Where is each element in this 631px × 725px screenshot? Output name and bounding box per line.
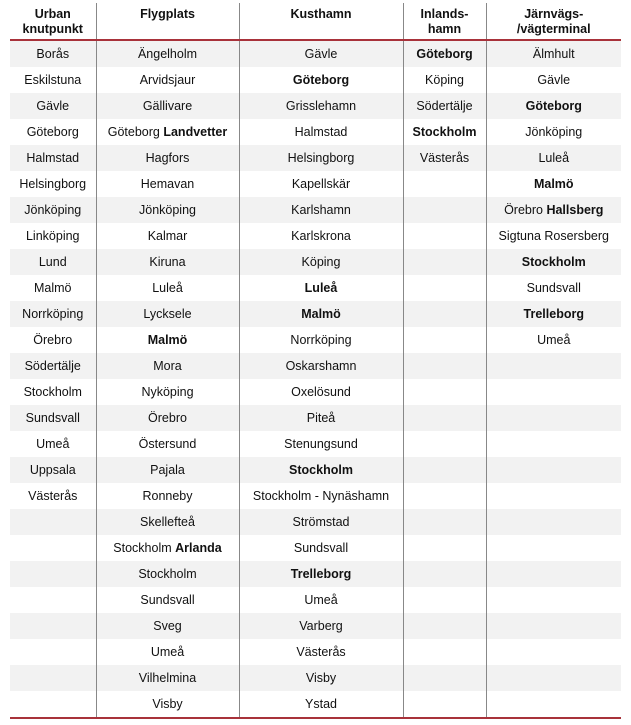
- cell-text: Karlshamn: [291, 203, 351, 217]
- table-cell: [486, 145, 621, 171]
- table-cell: [10, 353, 96, 379]
- table-row: [10, 275, 621, 301]
- table-cell: [403, 379, 486, 405]
- cell-text: Västerås: [419, 151, 470, 165]
- cell-text: Sveg: [153, 619, 182, 633]
- cell-text: Uppsala: [29, 463, 76, 477]
- table-row: [10, 561, 621, 587]
- cell-text: Varberg: [299, 619, 343, 633]
- cell-text: Västerås: [296, 645, 346, 659]
- table-cell: [403, 171, 486, 197]
- cell-text: Östersund: [138, 437, 197, 451]
- table-cell: [486, 353, 621, 379]
- cell-text: Jönköping: [525, 125, 583, 139]
- node-table: [10, 3, 621, 719]
- table-cell: [96, 301, 239, 327]
- table-cell: [403, 249, 486, 275]
- cell-text: Sigtuna Rosersberg: [498, 229, 609, 243]
- cell-text: Stockholm: [138, 567, 197, 581]
- table-cell: [486, 249, 621, 275]
- cell-text: Luleå: [538, 151, 570, 165]
- table-cell: [403, 145, 486, 171]
- table-cell: [239, 93, 403, 119]
- cell-text: Umeå: [537, 333, 571, 347]
- table-cell: [10, 509, 96, 535]
- cell-text: Kalmar: [147, 229, 188, 243]
- table-cell: [10, 665, 96, 691]
- table-cell: [486, 275, 621, 301]
- column-header: Kusthamn: [239, 3, 403, 40]
- table-cell: [403, 275, 486, 301]
- table-cell: [96, 509, 239, 535]
- table-row: [10, 405, 621, 431]
- cell-text: Norrköping: [290, 333, 352, 347]
- table-cell: [96, 431, 239, 457]
- cell-text: Visby: [305, 671, 337, 685]
- cell-bold-text: Stockholm: [521, 255, 586, 269]
- cell-text: Västerås: [28, 489, 78, 503]
- column-header: Järnvägs- /vägterminal: [516, 7, 591, 36]
- table-cell: [403, 561, 486, 587]
- cell-text: Norrköping: [22, 307, 84, 321]
- cell-text: Grisslehamn: [285, 99, 357, 113]
- table-cell: [10, 639, 96, 665]
- table-cell: [96, 561, 239, 587]
- table-cell: [96, 67, 239, 93]
- cell-bold-text: Trelleborg: [290, 567, 352, 581]
- table-cell: [239, 40, 403, 67]
- table-cell: [486, 483, 621, 509]
- table-cell: [239, 613, 403, 639]
- cell-text: Kiruna: [149, 255, 186, 269]
- table-cell: [96, 119, 239, 145]
- cell-text: Södertälje: [416, 99, 473, 113]
- table-cell: [486, 431, 621, 457]
- table-row: [10, 197, 621, 223]
- table-cell: [486, 119, 621, 145]
- table-cell: [96, 275, 239, 301]
- cell-text: Stockholm - Nynäshamn: [252, 489, 390, 503]
- cell-text: Hagfors: [145, 151, 190, 165]
- table-cell: [96, 353, 239, 379]
- table-cell: [403, 535, 486, 561]
- table-cell: [10, 67, 96, 93]
- table-row: [10, 119, 621, 145]
- cell-bold-text: Hallsberg: [546, 203, 604, 217]
- cell-text: Piteå: [306, 411, 336, 425]
- table-cell: [10, 587, 96, 613]
- cell-bold-text: Malmö: [147, 333, 188, 347]
- table-cell: [239, 535, 403, 561]
- table-row: [10, 249, 621, 275]
- table-cell: [403, 301, 486, 327]
- cell-text: Gävle: [36, 99, 70, 113]
- table-row: [10, 665, 621, 691]
- table-cell: [96, 639, 239, 665]
- table-cell: [10, 223, 96, 249]
- table-cell: [239, 171, 403, 197]
- table-cell: [96, 691, 239, 718]
- table-cell: [486, 197, 621, 223]
- cell-text: Lund: [38, 255, 67, 269]
- table-cell: [96, 249, 239, 275]
- table-cell: [486, 405, 621, 431]
- table-cell: [403, 613, 486, 639]
- cell-text: Karlskrona: [291, 229, 351, 243]
- cell-text: Hemavan: [140, 177, 195, 191]
- table-cell: [239, 67, 403, 93]
- table-cell: [10, 197, 96, 223]
- table-cell: [486, 223, 621, 249]
- cell-text: Göteborg: [107, 125, 160, 139]
- table-row: [10, 639, 621, 665]
- cell-text: Pajala: [150, 463, 185, 477]
- table-cell: [96, 483, 239, 509]
- table-cell: [96, 171, 239, 197]
- cell-bold-text: Göteborg: [416, 47, 473, 61]
- cell-text: Strömstad: [292, 515, 350, 529]
- cell-text: Helsingborg: [19, 177, 87, 191]
- table-row: [10, 613, 621, 639]
- table-cell: [10, 405, 96, 431]
- column-header: Inlands- hamn: [403, 3, 486, 40]
- table-cell: [10, 249, 96, 275]
- cell-text: Skellefteå: [140, 515, 195, 529]
- table-cell: [403, 405, 486, 431]
- cell-text: Älmhult: [532, 47, 575, 61]
- cell-bold-text: Landvetter: [163, 125, 228, 139]
- table-cell: [10, 561, 96, 587]
- cell-text: Gällivare: [142, 99, 193, 113]
- table-cell: [403, 327, 486, 353]
- cell-text: Stenungsund: [284, 437, 358, 451]
- table-cell: [96, 223, 239, 249]
- table-cell: [403, 665, 486, 691]
- cell-text: Vilhelmina: [138, 671, 197, 685]
- cell-bold-text: Göteborg: [525, 99, 582, 113]
- cell-text: Jönköping: [24, 203, 82, 217]
- table-cell: [96, 327, 239, 353]
- cell-text: Sundsvall: [293, 541, 349, 555]
- cell-text: Sundsvall: [25, 411, 80, 425]
- table-cell: [96, 197, 239, 223]
- table-cell: [239, 353, 403, 379]
- table-row: [10, 379, 621, 405]
- table-cell: [486, 93, 621, 119]
- table-cell: [96, 457, 239, 483]
- table-cell: [96, 93, 239, 119]
- table-cell: [239, 639, 403, 665]
- table-cell: [96, 587, 239, 613]
- cell-text: Köping: [425, 73, 464, 87]
- cell-text: Stockholm: [23, 385, 82, 399]
- table-cell: [403, 353, 486, 379]
- table-cell: [486, 639, 621, 665]
- cell-text: Luleå: [152, 281, 183, 295]
- table-cell: [403, 483, 486, 509]
- table-cell: [10, 275, 96, 301]
- table-cell: [10, 379, 96, 405]
- cell-text: Umeå: [304, 593, 338, 607]
- cell-text: Malmö: [33, 281, 72, 295]
- table-cell: [403, 197, 486, 223]
- table-cell: [403, 457, 486, 483]
- cell-text: Ängelholm: [137, 47, 198, 61]
- cell-text: Halmstad: [26, 151, 80, 165]
- table-cell: [239, 223, 403, 249]
- table-cell: [239, 561, 403, 587]
- table-cell: [403, 431, 486, 457]
- table-cell: [239, 145, 403, 171]
- table-row: [10, 93, 621, 119]
- table-cell: [239, 119, 403, 145]
- cell-text: Göteborg: [26, 125, 79, 139]
- table-body: [10, 40, 621, 718]
- table-row: [10, 67, 621, 93]
- table-cell: [486, 665, 621, 691]
- table-cell: [96, 535, 239, 561]
- cell-text: Köping: [301, 255, 341, 269]
- cell-text: Umeå: [150, 645, 185, 659]
- table-row: [10, 40, 621, 67]
- table-row: [10, 223, 621, 249]
- table-row: [10, 457, 621, 483]
- table-cell: [486, 613, 621, 639]
- table-row: [10, 431, 621, 457]
- cell-text: Gävle: [304, 47, 338, 61]
- cell-text: Borås: [36, 47, 70, 61]
- table-cell: [239, 379, 403, 405]
- cell-text: Jönköping: [139, 203, 196, 217]
- table-cell: [403, 119, 486, 145]
- cell-text: Oxelösund: [291, 385, 351, 399]
- table-cell: [486, 67, 621, 93]
- cell-bold-text: Malmö: [301, 307, 341, 321]
- table-cell: [486, 379, 621, 405]
- table-cell: [239, 509, 403, 535]
- table-cell: [239, 275, 403, 301]
- table-cell: [10, 93, 96, 119]
- cell-text: Södertälje: [24, 359, 81, 373]
- table-cell: [96, 145, 239, 171]
- table-row: [10, 145, 621, 171]
- cell-text: Halmstad: [294, 125, 348, 139]
- table-row: [10, 353, 621, 379]
- cell-text: Örebro: [33, 333, 73, 347]
- table-cell: [486, 457, 621, 483]
- cell-text: Örebro: [504, 203, 543, 217]
- table-cell: [486, 535, 621, 561]
- table-cell: [96, 405, 239, 431]
- cell-text: Mora: [153, 359, 182, 373]
- cell-bold-text: Trelleborg: [523, 307, 584, 321]
- table-cell: [10, 301, 96, 327]
- table-cell: [486, 561, 621, 587]
- table-cell: [239, 327, 403, 353]
- cell-text: Kapellskär: [291, 177, 351, 191]
- table-cell: [403, 639, 486, 665]
- table-cell: [239, 301, 403, 327]
- cell-bold-text: Göteborg: [292, 73, 350, 87]
- table-row: [10, 535, 621, 561]
- table-cell: [486, 171, 621, 197]
- table-cell: [239, 457, 403, 483]
- cell-bold-text: Stockholm: [412, 125, 477, 139]
- table-cell: [10, 171, 96, 197]
- cell-text: Stockholm: [113, 541, 172, 555]
- table-cell: [486, 691, 621, 718]
- cell-text: Lycksele: [143, 307, 192, 321]
- cell-bold-text: Luleå: [304, 281, 338, 295]
- cell-text: Nyköping: [141, 385, 194, 399]
- table-cell: [403, 509, 486, 535]
- table-cell: [96, 40, 239, 67]
- column-header: Flygplats: [96, 3, 239, 40]
- table-cell: [10, 145, 96, 171]
- table-cell: [486, 509, 621, 535]
- column-header: Urban knutpunkt: [10, 3, 96, 40]
- cell-text: Eskilstuna: [24, 73, 82, 87]
- cell-bold-text: Malmö: [533, 177, 574, 191]
- table-cell: [403, 691, 486, 718]
- cell-bold-text: Arlanda: [175, 541, 222, 555]
- cell-text: Helsingborg: [287, 151, 355, 165]
- table-cell: [10, 431, 96, 457]
- table-cell: [239, 691, 403, 718]
- cell-text: Örebro: [148, 411, 187, 425]
- table-cell: [403, 67, 486, 93]
- cell-text: Ystad: [305, 697, 337, 711]
- table-row: [10, 483, 621, 509]
- table-cell: [239, 249, 403, 275]
- table-cell: [486, 327, 621, 353]
- table-cell: [10, 40, 96, 67]
- table-cell: [239, 431, 403, 457]
- table-cell: [403, 40, 486, 67]
- table-cell: [239, 587, 403, 613]
- table-row: [10, 509, 621, 535]
- table-row: [10, 327, 621, 353]
- table-cell: [403, 93, 486, 119]
- table-cell: [239, 665, 403, 691]
- table-cell: [10, 483, 96, 509]
- table-cell: [239, 197, 403, 223]
- header-row: [10, 3, 621, 40]
- table-cell: [486, 301, 621, 327]
- cell-text: Ronneby: [142, 489, 193, 503]
- cell-text: Umeå: [36, 437, 70, 451]
- table-cell: [10, 535, 96, 561]
- table-row: [10, 171, 621, 197]
- table-row: [10, 301, 621, 327]
- table-cell: [10, 119, 96, 145]
- table-cell: [403, 223, 486, 249]
- cell-text: Sundsvall: [140, 593, 195, 607]
- table-row: [10, 587, 621, 613]
- table-cell: [10, 691, 96, 718]
- cell-text: Oskarshamn: [285, 359, 357, 373]
- cell-text: Linköping: [25, 229, 80, 243]
- cell-text: Gävle: [537, 73, 571, 87]
- table-cell: [10, 327, 96, 353]
- table-cell: [96, 665, 239, 691]
- table-cell: [10, 457, 96, 483]
- table-cell: [96, 613, 239, 639]
- table-cell: [239, 483, 403, 509]
- table-cell: [486, 40, 621, 67]
- cell-text: Visby: [152, 697, 183, 711]
- table-cell: [403, 587, 486, 613]
- table-cell: [239, 405, 403, 431]
- table-cell: [96, 379, 239, 405]
- cell-bold-text: Stockholm: [289, 463, 353, 477]
- cell-text: Sundsvall: [526, 281, 581, 295]
- table-cell: [10, 613, 96, 639]
- cell-text: Arvidsjaur: [139, 73, 196, 87]
- table-cell: [486, 587, 621, 613]
- table-row: [10, 691, 621, 718]
